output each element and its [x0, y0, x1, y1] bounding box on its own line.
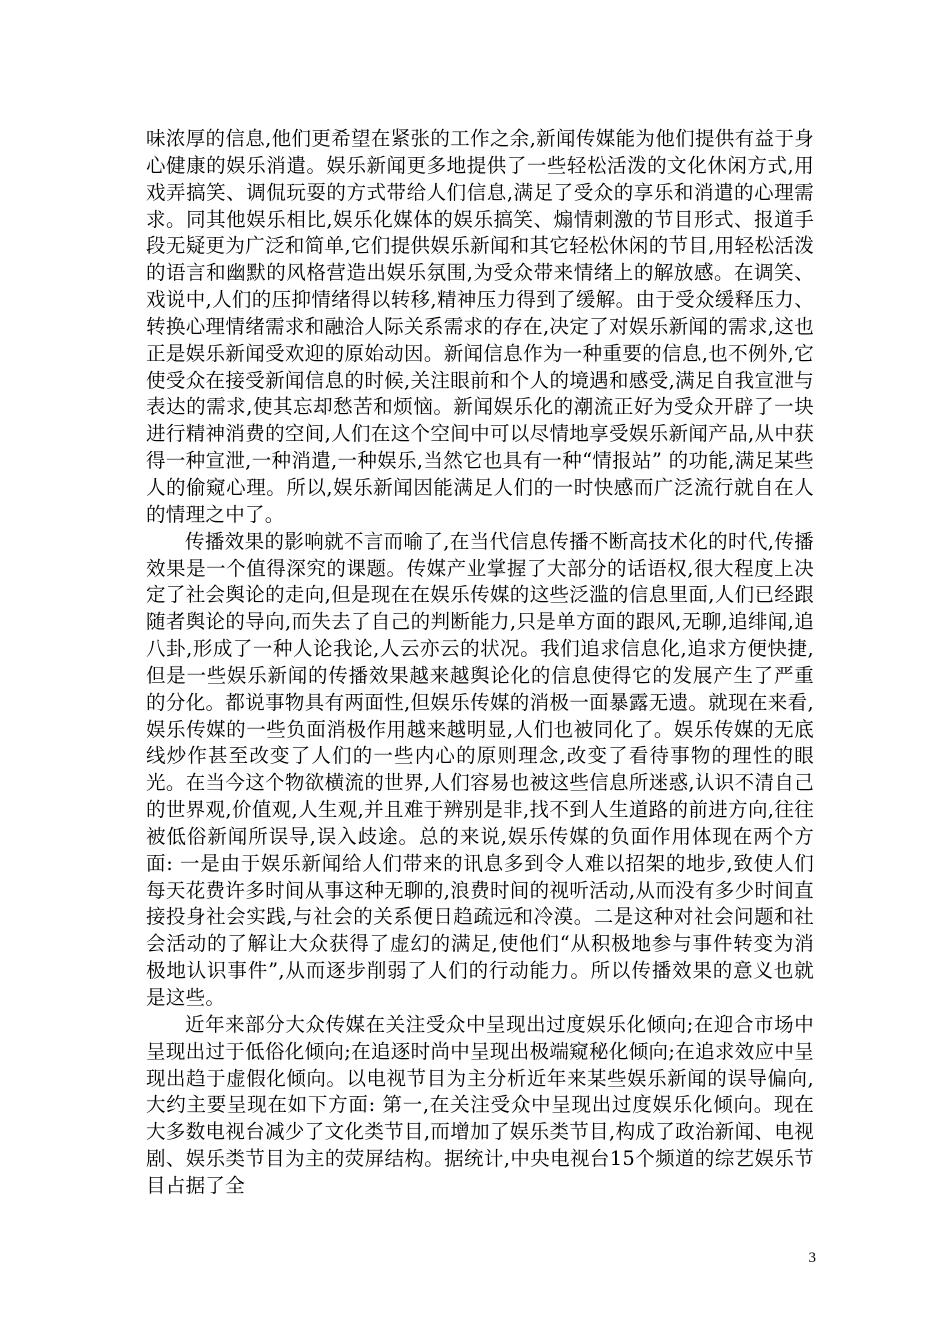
page-number: 3 — [808, 1250, 816, 1266]
paragraph: 近年来部分大众传媒在关注受众中呈现出过度娱乐化倾向;在迎合市场中呈现出过于低俗化倾向;在追逐时尚中呈现出极端窥秘化倾向;在追求效应中呈现出趋于虚假化倾向。以电视节目为主分析近年来某些娱乐新闻的误导偏向,大约主要呈现在如下方面: 第一,在关注受众中呈现出过度娱乐化倾向。现在大多数电视台减少了文化类节目,而增加了娱乐类节目,构成了政治新闻、电视剧、娱乐类节目为主的荧屏结构。据统计,中央电视台15个频道的综艺娱乐节目占据了全 — [146, 1012, 814, 1197]
paragraph: 传播效果的影响就不言而喻了,在当代信息传播不断高技术化的时代,传播效果是一个值得深究的课题。传媒产业掌握了大部分的话语权,很大程度上决定了社会舆论的走向,但是现在在娱乐传媒的这些泛滥的信息里面,人们已经跟随者舆论的导向,而失去了自己的判断能力,只是单方面的跟风,无聊,追绯闻,追八卦,形成了一种人论我论,人云亦云的状况。我们追求信息化,追求方便快捷,但是一些娱乐新闻的传播效果越来越舆论化的信息使得它的发展产生了严重的分化。都说事物具有两面性,但娱乐传媒的消极一面暴露无遗。就现在来看,娱乐传媒的一些负面消极作用越来越明显,人们也被同化了。娱乐传媒的无底线炒作甚至改变了人们的一些内心的原则理念,改变了看待事物的理性的眼光。在当今这个物欲横流的世界,人们容易也被这些信息所迷惑,认识不清自己的世界观,价值观,人生观,并且难于辨别是非,找不到人生道路的前进方向,往往被低俗新闻所误导,误入歧途。总的来说,娱乐传媒的负面作用体现在两个方面: 一是由于娱乐新闻给人们带来的讯息多到令人难以招架的地步,致使人们每天花费许多时间从事这种无聊的,浪费时间的视听活动,从而没有多少时间直接投身社会实践,与社会的关系便日趋疏远和冷漠。二是这种对社会问题和社会活动的了解让大众获得了虚幻的满足,使他们“从积极地参与事件转变为消极地认识事件”,从而逐步削弱了人们的行动能力。所以传播效果的意义也就是这些。 — [146, 529, 814, 1009]
body-text — [146, 126, 814, 1200]
paragraph: 味浓厚的信息,他们更希望在紧张的工作之余,新闻传媒能为他们提供有益于身心健康的娱乐消遣。娱乐新闻更多地提供了一些轻松活泼的文化休闲方式,用戏弄搞笑、调侃玩耍的方式带给人们信息,满足了受众的享乐和消遣的心理需求。同其他娱乐相比,娱乐化媒体的娱乐搞笑、煽情刺激的节目形式、报道手段无疑更为广泛和简单,它们提供娱乐新闻和其它轻松休闲的节目,用轻松活泼的语言和幽默的风格营造出娱乐氛围,为受众带来情绪上的解放感。在调笑、戏说中,人们的压抑情绪得以转移,精神压力得到了缓解。由于受众缓释压力、转换心理情绪需求和融洽人际关系需求的存在,决定了对娱乐新闻的需求,这也正是娱乐新闻受欢迎的原始动因。新闻信息作为一种重要的信息,也不例外,它使受众在接受新闻信息的时候,关注眼前和个人的境遇和感受,满足自我宣泄与表达的需求,使其忘却愁苦和烦恼。新闻娱乐化的潮流正好为受众开辟了一块进行精神消费的空间,人们在这个空间中可以尽情地享受娱乐新闻产品,从中获得一种宣泄,一种消遣,一种娱乐,当然它也具有一种“情报站” 的功能,满足某些人的偷窥心理。所以,娱乐新闻因能满足人们的一时快感而广泛流行就自在人的情理之中了。 — [146, 127, 814, 526]
